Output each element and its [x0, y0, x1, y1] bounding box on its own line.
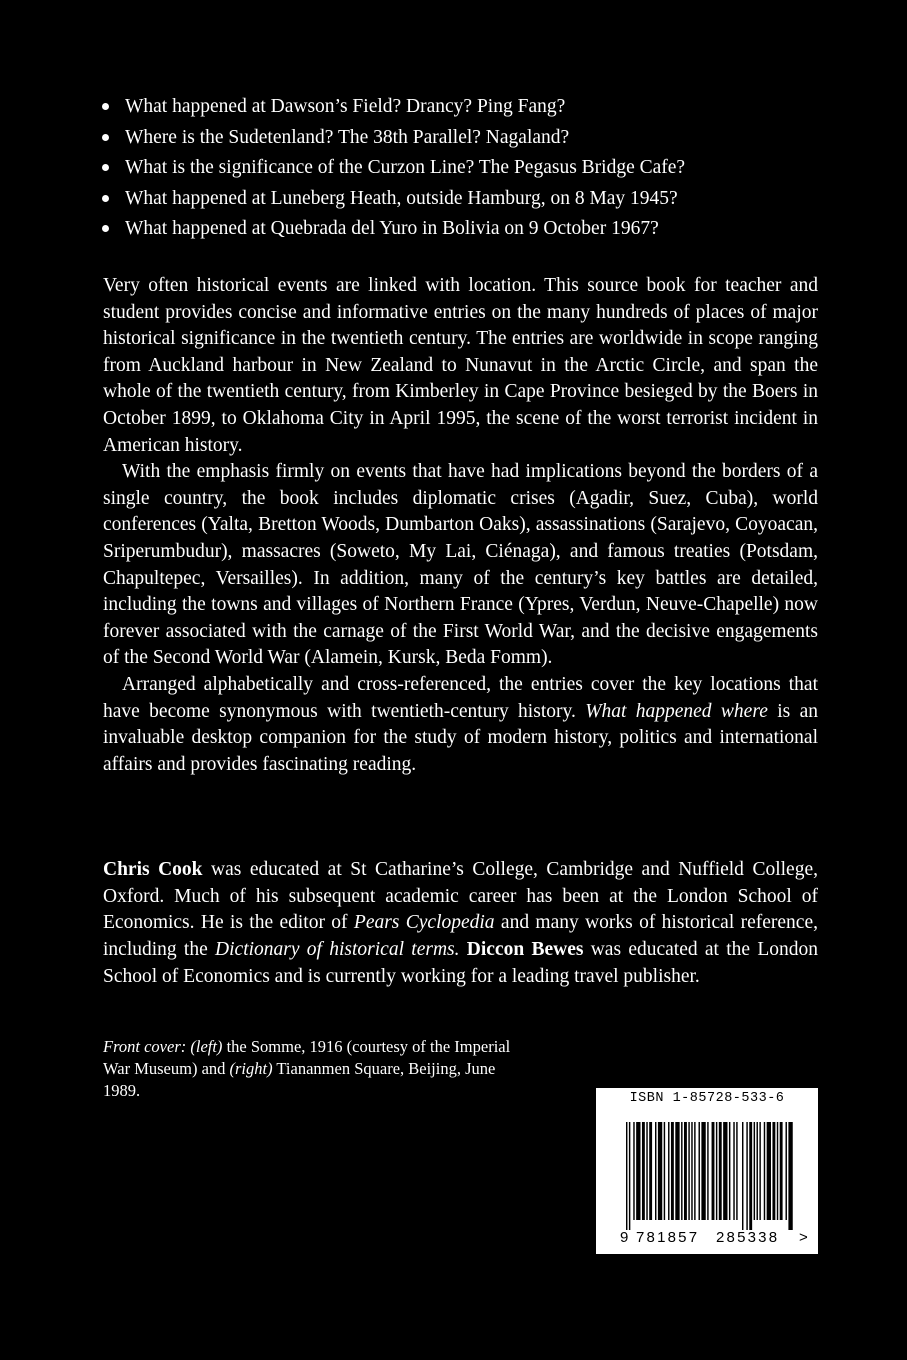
barcode-bar	[681, 1122, 682, 1220]
barcode-lead-digit: 9	[620, 1229, 629, 1246]
dictionary-title: Dictionary of historical terms.	[215, 939, 460, 961]
list-item: Where is the Sudetenland? The 38th Parallel? Nagaland?	[101, 123, 821, 154]
barcode-bar	[642, 1122, 645, 1220]
list-item: What happened at Dawson’s Field? Drancy? Ping Fang?	[101, 92, 821, 123]
isbn-label: ISBN 1-85728-533-6	[629, 1091, 785, 1106]
barcode-bar	[658, 1122, 662, 1220]
barcode-quiet-mark: >	[799, 1229, 808, 1246]
barcode-bar	[691, 1122, 692, 1220]
barcode-bar	[777, 1122, 778, 1220]
barcode-bar	[629, 1122, 630, 1230]
barcode-bar	[754, 1122, 755, 1220]
blurb	[103, 273, 818, 778]
bullet-icon	[102, 103, 109, 110]
barcode-bar	[719, 1122, 722, 1220]
barcode-bar	[649, 1122, 652, 1220]
bullet-icon	[102, 164, 109, 171]
barcode-bar	[786, 1122, 787, 1220]
barcode-bar	[759, 1122, 760, 1220]
barcode-bar	[707, 1122, 708, 1220]
barcode-bar	[633, 1122, 634, 1220]
barcode-bar	[749, 1122, 752, 1230]
barcode-bar	[688, 1122, 689, 1220]
barcode-bars	[626, 1122, 794, 1230]
barcode-bar	[733, 1122, 734, 1220]
barcode-bar	[716, 1122, 717, 1220]
barcode-bar	[664, 1122, 665, 1220]
barcode-bar	[701, 1122, 705, 1220]
bullet-icon	[102, 134, 109, 141]
barcode-bar	[736, 1122, 737, 1220]
barcode-bar	[780, 1122, 783, 1220]
barcode-bar	[757, 1122, 758, 1220]
author-name-cook: Chris Cook	[103, 859, 203, 880]
cover-caption: Front cover: (left) the Somme, 1916 (courtesy of the Imperial War Museum) and (right) Tiananmen Square, Beijing, June 1989.	[103, 1037, 511, 1100]
pears-title: Pears Cyclopedia	[353, 912, 495, 934]
blurb-paragraph-2: With the emphasis firmly on events that have had implications beyond the borders of a single country, the book includes diplomatic crises (Agadir, Suez, Cuba), world conferences (Yalta, Bretton Woods, Dumbarton Oaks), assassinations (Sarajevo, Coyoacan, Sriperumbudur), massacres (Soweto, My Lai, Ciénaga), and famous treaties (Potsdam, Chapultepec, Versailles). In addition, many of the century’s key battles are detailed, including the towns and villages of Northern France (Ypres, Verdun, Neuve-Chapelle) now forever associated with the carnage of the First World War, and the decisive engagements of the Second World War (Alamein, Kursk, Beda Fomm).	[103, 461, 818, 669]
barcode-bar	[684, 1122, 687, 1220]
barcode-left-digits: 781857	[636, 1229, 700, 1246]
barcode-digits	[596, 1229, 818, 1251]
barcode-bar	[723, 1122, 727, 1220]
barcode-bar	[729, 1122, 730, 1220]
barcode-bar	[764, 1122, 765, 1220]
list-item: What is the significance of the Curzon Line? The Pegasus Bridge Cafe?	[101, 153, 821, 184]
list-item: What happened at Luneberg Heath, outside Hamburg, on 8 May 1945?	[101, 184, 821, 215]
barcode-bar	[646, 1122, 647, 1220]
barcode-bar	[712, 1122, 715, 1220]
barcode-bar	[675, 1122, 679, 1220]
bullet-icon	[102, 225, 109, 232]
blurb-paragraph-1: Very often historical events are linked with location. This source book for teacher and student provides concise and informative entries on the many hundreds of places of major historical significance in the twentieth century. The entries are worldwide in scope ranging from Auckland harbour in New Zealand to Nunavut in the Arctic Circle, and span the whole of the twentieth century, from Kimberley in Cape Province besieged by the Boers in October 1899, to Oklahoma City in April 1995, the scene of the worst terrorist incident in American history.	[103, 275, 818, 456]
barcode-bar	[767, 1122, 771, 1220]
barcode-bar	[655, 1122, 656, 1220]
author-name-bewes: Diccon Bewes	[466, 939, 584, 961]
barcode-bar	[626, 1122, 627, 1230]
question-list	[101, 92, 821, 245]
book-title: What happened where	[585, 700, 768, 722]
barcode-bar	[772, 1122, 775, 1220]
barcode-bar	[699, 1122, 700, 1220]
barcode-bar	[668, 1122, 669, 1220]
bullet-icon	[102, 195, 109, 202]
barcode-bar	[636, 1122, 640, 1220]
isbn-barcode	[596, 1088, 818, 1254]
barcode-right-digits: 285338	[716, 1229, 780, 1246]
barcode-bar	[694, 1122, 695, 1220]
list-item: What happened at Quebrada del Yuro in Bolivia on 9 October 1967?	[101, 214, 821, 245]
barcode-bar	[788, 1122, 792, 1230]
blurb-paragraph-3: Arranged alphabetically and cross-referenced, the entries cover the key locations that have become synonymous with twentieth-century history. What happened where is an invaluable desktop companion for the study of modern history, politics and international affairs and provides fascinating reading.	[103, 673, 819, 775]
barcode-bar	[742, 1122, 743, 1230]
barcode-bar	[746, 1122, 747, 1230]
barcode-bar	[671, 1122, 674, 1220]
author-bio: Chris Cook was educated at St Catharine’s College, Cambridge and Nuffield College, Oxford. Much of his subsequent academic career has been at the London School of Economics. He is the editor of Pears Cyclopedia and many works of historical reference, including the Dictionary of historical terms. Diccon Bewes was educated at the London School of Economics and is currently working for a leading travel publisher.	[103, 859, 819, 987]
